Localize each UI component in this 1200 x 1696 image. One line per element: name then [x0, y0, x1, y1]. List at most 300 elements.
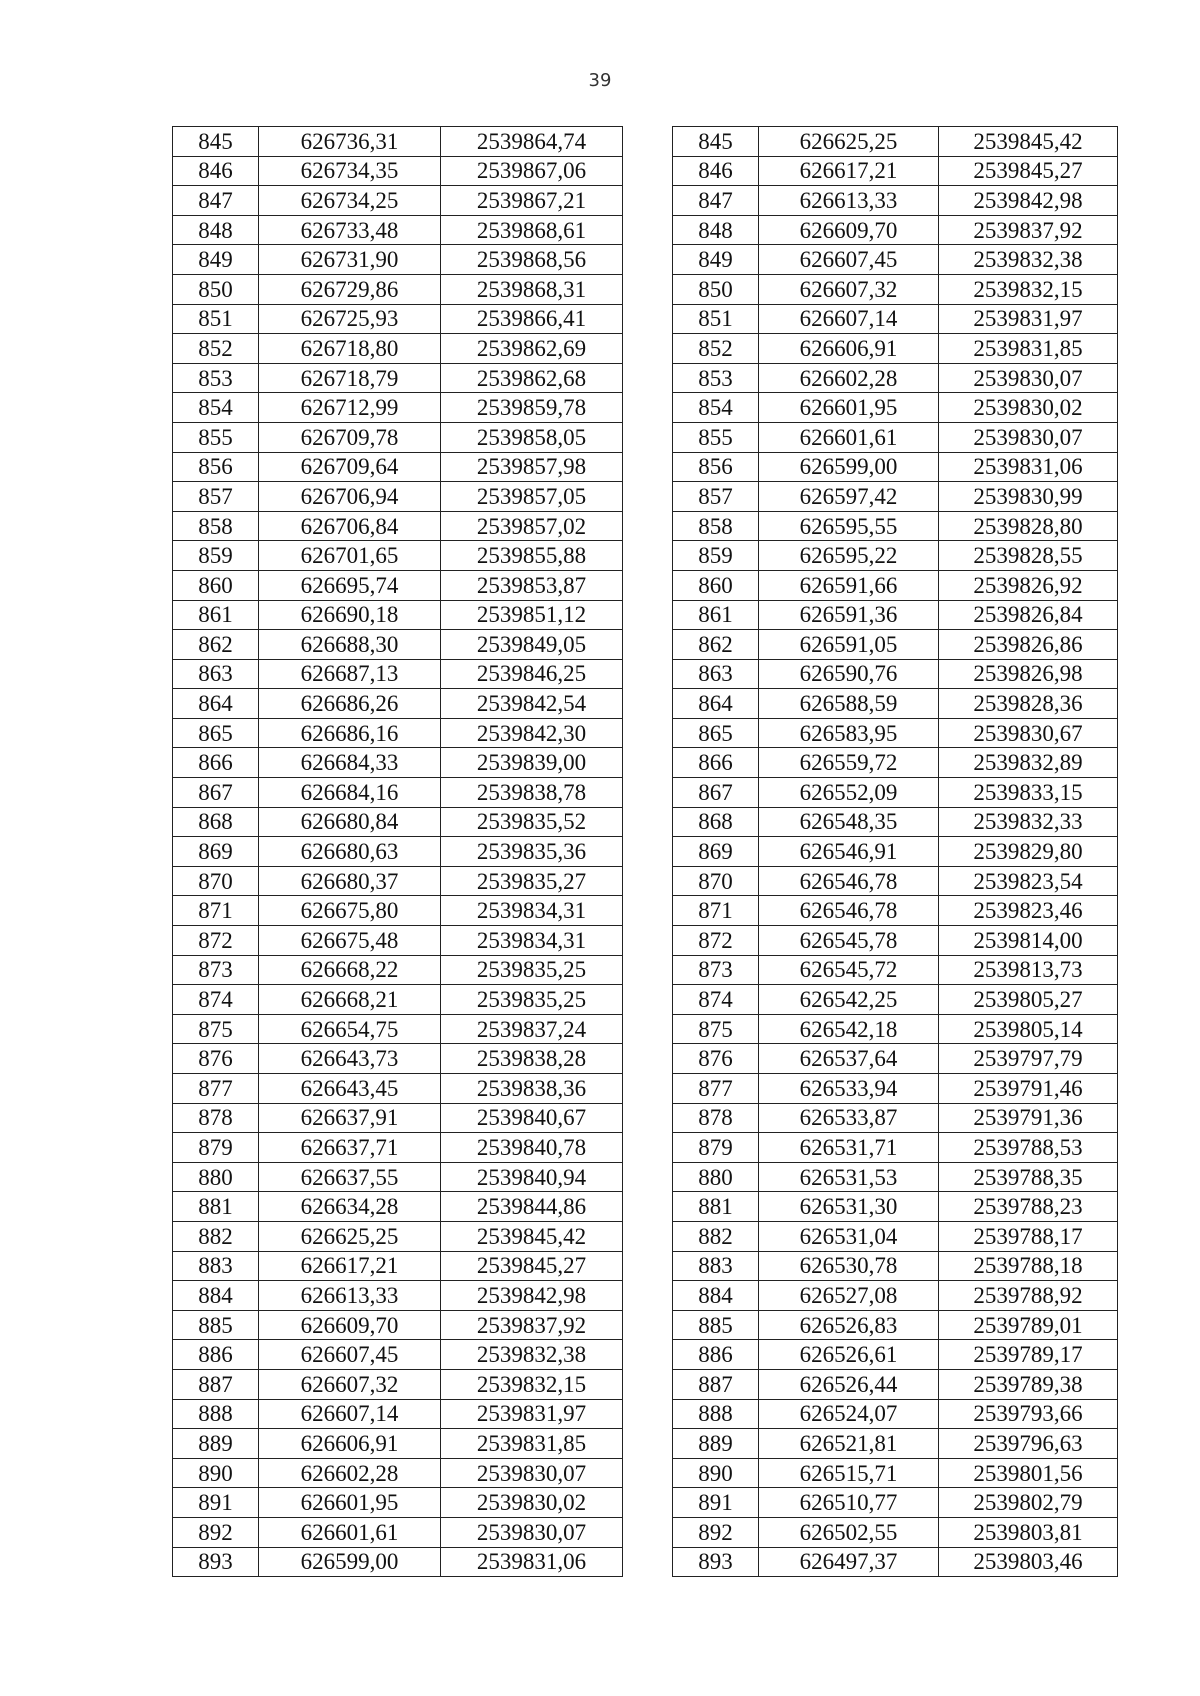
- right-point-number-cell: 846: [673, 156, 759, 186]
- right-y-coordinate-cell: 2539814,00: [939, 926, 1118, 956]
- left-y-coordinate-cell: 2539835,25: [441, 985, 623, 1015]
- table-row: [173, 659, 1118, 689]
- right-point-number-cell: 865: [673, 718, 759, 748]
- right-x-coordinate-cell: 626531,71: [759, 1133, 939, 1163]
- column-gap: [623, 1044, 673, 1074]
- column-gap: [623, 156, 673, 186]
- left-x-coordinate-cell: 626686,16: [259, 718, 441, 748]
- right-point-number-cell: 875: [673, 1014, 759, 1044]
- column-gap: [623, 304, 673, 334]
- left-x-coordinate-cell: 626607,14: [259, 1399, 441, 1429]
- right-point-number-cell: 893: [673, 1547, 759, 1577]
- right-x-coordinate-cell: 626526,61: [759, 1340, 939, 1370]
- right-y-coordinate-cell: 2539833,15: [939, 778, 1118, 808]
- column-gap: [623, 215, 673, 245]
- right-point-number-cell: 870: [673, 866, 759, 896]
- right-y-coordinate-cell: 2539788,35: [939, 1162, 1118, 1192]
- right-point-number-cell: 858: [673, 511, 759, 541]
- right-x-coordinate-cell: 626601,61: [759, 422, 939, 452]
- right-x-coordinate-cell: 626545,78: [759, 926, 939, 956]
- table-row: [173, 807, 1118, 837]
- right-y-coordinate-cell: 2539823,46: [939, 896, 1118, 926]
- column-gap: [623, 363, 673, 393]
- column-gap: [623, 1369, 673, 1399]
- right-point-number-cell: 889: [673, 1429, 759, 1459]
- left-y-coordinate-cell: 2539838,28: [441, 1044, 623, 1074]
- left-point-number-cell: 851: [173, 304, 259, 334]
- left-point-number-cell: 893: [173, 1547, 259, 1577]
- left-point-number-cell: 847: [173, 186, 259, 216]
- table-row: [173, 186, 1118, 216]
- left-y-coordinate-cell: 2539842,98: [441, 1281, 623, 1311]
- left-x-coordinate-cell: 626654,75: [259, 1014, 441, 1044]
- right-point-number-cell: 860: [673, 570, 759, 600]
- left-x-coordinate-cell: 626606,91: [259, 1429, 441, 1459]
- coordinates-table: [172, 126, 1118, 1577]
- left-y-coordinate-cell: 2539868,61: [441, 215, 623, 245]
- right-x-coordinate-cell: 626542,25: [759, 985, 939, 1015]
- right-x-coordinate-cell: 626531,04: [759, 1221, 939, 1251]
- left-point-number-cell: 879: [173, 1133, 259, 1163]
- column-gap: [623, 807, 673, 837]
- right-x-coordinate-cell: 626595,22: [759, 541, 939, 571]
- table-row: [173, 127, 1118, 157]
- right-x-coordinate-cell: 626526,44: [759, 1369, 939, 1399]
- left-x-coordinate-cell: 626736,31: [259, 127, 441, 157]
- right-x-coordinate-cell: 626591,05: [759, 630, 939, 660]
- left-y-coordinate-cell: 2539849,05: [441, 630, 623, 660]
- left-x-coordinate-cell: 626734,35: [259, 156, 441, 186]
- left-y-coordinate-cell: 2539830,07: [441, 1517, 623, 1547]
- left-x-coordinate-cell: 626617,21: [259, 1251, 441, 1281]
- column-gap: [623, 1251, 673, 1281]
- right-point-number-cell: 869: [673, 837, 759, 867]
- left-y-coordinate-cell: 2539838,36: [441, 1074, 623, 1104]
- right-x-coordinate-cell: 626515,71: [759, 1458, 939, 1488]
- left-point-number-cell: 877: [173, 1074, 259, 1104]
- right-point-number-cell: 887: [673, 1369, 759, 1399]
- right-y-coordinate-cell: 2539789,38: [939, 1369, 1118, 1399]
- left-point-number-cell: 857: [173, 482, 259, 512]
- table-row: [173, 778, 1118, 808]
- column-gap: [623, 511, 673, 541]
- column-gap: [623, 955, 673, 985]
- column-gap: [623, 1488, 673, 1518]
- left-x-coordinate-cell: 626687,13: [259, 659, 441, 689]
- table-row: [173, 422, 1118, 452]
- column-gap: [623, 1310, 673, 1340]
- column-gap: [623, 1221, 673, 1251]
- table-row: [173, 1340, 1118, 1370]
- left-x-coordinate-cell: 626613,33: [259, 1281, 441, 1311]
- left-point-number-cell: 887: [173, 1369, 259, 1399]
- left-point-number-cell: 858: [173, 511, 259, 541]
- table-row: [173, 1310, 1118, 1340]
- left-x-coordinate-cell: 626731,90: [259, 245, 441, 275]
- right-point-number-cell: 855: [673, 422, 759, 452]
- column-gap: [623, 1340, 673, 1370]
- column-gap: [623, 926, 673, 956]
- left-x-coordinate-cell: 626718,79: [259, 363, 441, 393]
- column-gap: [623, 422, 673, 452]
- left-point-number-cell: 892: [173, 1517, 259, 1547]
- right-x-coordinate-cell: 626502,55: [759, 1517, 939, 1547]
- left-y-coordinate-cell: 2539835,27: [441, 866, 623, 896]
- column-gap: [623, 482, 673, 512]
- right-x-coordinate-cell: 626537,64: [759, 1044, 939, 1074]
- left-point-number-cell: 878: [173, 1103, 259, 1133]
- left-y-coordinate-cell: 2539845,27: [441, 1251, 623, 1281]
- left-y-coordinate-cell: 2539858,05: [441, 422, 623, 452]
- right-y-coordinate-cell: 2539830,02: [939, 393, 1118, 423]
- right-y-coordinate-cell: 2539801,56: [939, 1458, 1118, 1488]
- right-y-coordinate-cell: 2539832,33: [939, 807, 1118, 837]
- right-point-number-cell: 852: [673, 334, 759, 364]
- right-x-coordinate-cell: 626597,42: [759, 482, 939, 512]
- right-y-coordinate-cell: 2539788,23: [939, 1192, 1118, 1222]
- left-x-coordinate-cell: 626601,61: [259, 1517, 441, 1547]
- table-row: [173, 304, 1118, 334]
- right-y-coordinate-cell: 2539788,92: [939, 1281, 1118, 1311]
- table-row: [173, 1429, 1118, 1459]
- left-y-coordinate-cell: 2539864,74: [441, 127, 623, 157]
- column-gap: [623, 689, 673, 719]
- table-row: [173, 334, 1118, 364]
- right-y-coordinate-cell: 2539823,54: [939, 866, 1118, 896]
- left-y-coordinate-cell: 2539839,00: [441, 748, 623, 778]
- right-x-coordinate-cell: 626530,78: [759, 1251, 939, 1281]
- right-y-coordinate-cell: 2539830,67: [939, 718, 1118, 748]
- left-x-coordinate-cell: 626625,25: [259, 1221, 441, 1251]
- right-y-coordinate-cell: 2539832,38: [939, 245, 1118, 275]
- left-y-coordinate-cell: 2539840,78: [441, 1133, 623, 1163]
- left-y-coordinate-cell: 2539846,25: [441, 659, 623, 689]
- right-x-coordinate-cell: 626607,45: [759, 245, 939, 275]
- right-x-coordinate-cell: 626590,76: [759, 659, 939, 689]
- page-number: 39: [588, 70, 612, 91]
- right-point-number-cell: 881: [673, 1192, 759, 1222]
- table-row: [173, 1074, 1118, 1104]
- left-point-number-cell: 881: [173, 1192, 259, 1222]
- left-x-coordinate-cell: 626607,32: [259, 1369, 441, 1399]
- left-x-coordinate-cell: 626637,71: [259, 1133, 441, 1163]
- left-x-coordinate-cell: 626725,93: [259, 304, 441, 334]
- table-row: [173, 985, 1118, 1015]
- table-row: [173, 482, 1118, 512]
- column-gap: [623, 985, 673, 1015]
- column-gap: [623, 837, 673, 867]
- left-x-coordinate-cell: 626709,64: [259, 452, 441, 482]
- column-gap: [623, 127, 673, 157]
- right-x-coordinate-cell: 626526,83: [759, 1310, 939, 1340]
- left-y-coordinate-cell: 2539842,54: [441, 689, 623, 719]
- left-y-coordinate-cell: 2539867,21: [441, 186, 623, 216]
- column-gap: [623, 186, 673, 216]
- column-gap: [623, 630, 673, 660]
- right-point-number-cell: 868: [673, 807, 759, 837]
- right-x-coordinate-cell: 626546,78: [759, 896, 939, 926]
- table-row: [173, 363, 1118, 393]
- right-y-coordinate-cell: 2539789,01: [939, 1310, 1118, 1340]
- left-x-coordinate-cell: 626680,84: [259, 807, 441, 837]
- left-point-number-cell: 865: [173, 718, 259, 748]
- table-row: [173, 1192, 1118, 1222]
- table-row: [173, 748, 1118, 778]
- left-point-number-cell: 868: [173, 807, 259, 837]
- right-x-coordinate-cell: 626497,37: [759, 1547, 939, 1577]
- table-row: [173, 1103, 1118, 1133]
- left-x-coordinate-cell: 626668,22: [259, 955, 441, 985]
- table-row: [173, 215, 1118, 245]
- right-x-coordinate-cell: 626625,25: [759, 127, 939, 157]
- table-row: [173, 452, 1118, 482]
- right-y-coordinate-cell: 2539826,84: [939, 600, 1118, 630]
- left-y-coordinate-cell: 2539851,12: [441, 600, 623, 630]
- right-point-number-cell: 867: [673, 778, 759, 808]
- right-point-number-cell: 877: [673, 1074, 759, 1104]
- left-point-number-cell: 873: [173, 955, 259, 985]
- left-x-coordinate-cell: 626675,48: [259, 926, 441, 956]
- left-point-number-cell: 886: [173, 1340, 259, 1370]
- left-y-coordinate-cell: 2539857,02: [441, 511, 623, 541]
- right-y-coordinate-cell: 2539813,73: [939, 955, 1118, 985]
- left-y-coordinate-cell: 2539830,02: [441, 1488, 623, 1518]
- right-y-coordinate-cell: 2539789,17: [939, 1340, 1118, 1370]
- table-row: [173, 1014, 1118, 1044]
- left-y-coordinate-cell: 2539831,97: [441, 1399, 623, 1429]
- left-x-coordinate-cell: 626695,74: [259, 570, 441, 600]
- right-point-number-cell: 866: [673, 748, 759, 778]
- right-point-number-cell: 874: [673, 985, 759, 1015]
- right-x-coordinate-cell: 626531,30: [759, 1192, 939, 1222]
- table-row: [173, 541, 1118, 571]
- left-x-coordinate-cell: 626733,48: [259, 215, 441, 245]
- left-y-coordinate-cell: 2539832,15: [441, 1369, 623, 1399]
- left-y-coordinate-cell: 2539853,87: [441, 570, 623, 600]
- table-row: [173, 837, 1118, 867]
- right-x-coordinate-cell: 626599,00: [759, 452, 939, 482]
- column-gap: [623, 1281, 673, 1311]
- table-row: [173, 393, 1118, 423]
- right-x-coordinate-cell: 626531,53: [759, 1162, 939, 1192]
- right-point-number-cell: 879: [673, 1133, 759, 1163]
- right-point-number-cell: 876: [673, 1044, 759, 1074]
- right-point-number-cell: 854: [673, 393, 759, 423]
- left-point-number-cell: 890: [173, 1458, 259, 1488]
- right-y-coordinate-cell: 2539842,98: [939, 186, 1118, 216]
- left-x-coordinate-cell: 626680,63: [259, 837, 441, 867]
- table-row: [173, 1162, 1118, 1192]
- right-y-coordinate-cell: 2539793,66: [939, 1399, 1118, 1429]
- left-y-coordinate-cell: 2539862,69: [441, 334, 623, 364]
- left-y-coordinate-cell: 2539857,05: [441, 482, 623, 512]
- left-y-coordinate-cell: 2539844,86: [441, 1192, 623, 1222]
- left-point-number-cell: 882: [173, 1221, 259, 1251]
- left-point-number-cell: 846: [173, 156, 259, 186]
- left-x-coordinate-cell: 626609,70: [259, 1310, 441, 1340]
- left-point-number-cell: 885: [173, 1310, 259, 1340]
- left-point-number-cell: 848: [173, 215, 259, 245]
- left-x-coordinate-cell: 626684,16: [259, 778, 441, 808]
- left-point-number-cell: 876: [173, 1044, 259, 1074]
- column-gap: [623, 748, 673, 778]
- table-row: [173, 245, 1118, 275]
- right-x-coordinate-cell: 626609,70: [759, 215, 939, 245]
- left-x-coordinate-cell: 626599,00: [259, 1547, 441, 1577]
- right-y-coordinate-cell: 2539826,86: [939, 630, 1118, 660]
- right-point-number-cell: 883: [673, 1251, 759, 1281]
- right-point-number-cell: 848: [673, 215, 759, 245]
- column-gap: [623, 659, 673, 689]
- left-x-coordinate-cell: 626668,21: [259, 985, 441, 1015]
- right-point-number-cell: 853: [673, 363, 759, 393]
- left-x-coordinate-cell: 626729,86: [259, 274, 441, 304]
- left-point-number-cell: 872: [173, 926, 259, 956]
- column-gap: [623, 866, 673, 896]
- right-y-coordinate-cell: 2539805,27: [939, 985, 1118, 1015]
- right-y-coordinate-cell: 2539788,17: [939, 1221, 1118, 1251]
- column-gap: [623, 1192, 673, 1222]
- right-point-number-cell: 882: [673, 1221, 759, 1251]
- table-row: [173, 1369, 1118, 1399]
- table-row: [173, 1488, 1118, 1518]
- right-point-number-cell: 880: [673, 1162, 759, 1192]
- left-x-coordinate-cell: 626686,26: [259, 689, 441, 719]
- table-body: [173, 127, 1118, 1577]
- right-point-number-cell: 847: [673, 186, 759, 216]
- left-y-coordinate-cell: 2539862,68: [441, 363, 623, 393]
- left-x-coordinate-cell: 626634,28: [259, 1192, 441, 1222]
- left-x-coordinate-cell: 626706,94: [259, 482, 441, 512]
- right-x-coordinate-cell: 626533,87: [759, 1103, 939, 1133]
- table-row: [173, 600, 1118, 630]
- right-x-coordinate-cell: 626607,32: [759, 274, 939, 304]
- left-point-number-cell: 875: [173, 1014, 259, 1044]
- column-gap: [623, 896, 673, 926]
- left-y-coordinate-cell: 2539855,88: [441, 541, 623, 571]
- right-point-number-cell: 851: [673, 304, 759, 334]
- right-y-coordinate-cell: 2539830,99: [939, 482, 1118, 512]
- left-point-number-cell: 862: [173, 630, 259, 660]
- left-x-coordinate-cell: 626718,80: [259, 334, 441, 364]
- right-x-coordinate-cell: 626559,72: [759, 748, 939, 778]
- right-point-number-cell: 849: [673, 245, 759, 275]
- right-y-coordinate-cell: 2539828,80: [939, 511, 1118, 541]
- right-point-number-cell: 845: [673, 127, 759, 157]
- right-point-number-cell: 862: [673, 630, 759, 660]
- right-point-number-cell: 885: [673, 1310, 759, 1340]
- left-x-coordinate-cell: 626637,91: [259, 1103, 441, 1133]
- right-y-coordinate-cell: 2539832,15: [939, 274, 1118, 304]
- right-x-coordinate-cell: 626601,95: [759, 393, 939, 423]
- right-y-coordinate-cell: 2539797,79: [939, 1044, 1118, 1074]
- right-y-coordinate-cell: 2539826,98: [939, 659, 1118, 689]
- right-x-coordinate-cell: 626607,14: [759, 304, 939, 334]
- left-y-coordinate-cell: 2539868,56: [441, 245, 623, 275]
- left-y-coordinate-cell: 2539838,78: [441, 778, 623, 808]
- right-x-coordinate-cell: 626617,21: [759, 156, 939, 186]
- right-y-coordinate-cell: 2539830,07: [939, 422, 1118, 452]
- table-row: [173, 1133, 1118, 1163]
- table-row: [173, 955, 1118, 985]
- left-y-coordinate-cell: 2539859,78: [441, 393, 623, 423]
- left-x-coordinate-cell: 626709,78: [259, 422, 441, 452]
- left-y-coordinate-cell: 2539842,30: [441, 718, 623, 748]
- table-row: [173, 926, 1118, 956]
- left-y-coordinate-cell: 2539837,24: [441, 1014, 623, 1044]
- right-x-coordinate-cell: 626545,72: [759, 955, 939, 985]
- left-point-number-cell: 855: [173, 422, 259, 452]
- right-x-coordinate-cell: 626546,78: [759, 866, 939, 896]
- right-y-coordinate-cell: 2539828,55: [939, 541, 1118, 571]
- right-x-coordinate-cell: 626542,18: [759, 1014, 939, 1044]
- left-y-coordinate-cell: 2539845,42: [441, 1221, 623, 1251]
- left-y-coordinate-cell: 2539866,41: [441, 304, 623, 334]
- right-y-coordinate-cell: 2539831,97: [939, 304, 1118, 334]
- left-x-coordinate-cell: 626607,45: [259, 1340, 441, 1370]
- column-gap: [623, 393, 673, 423]
- table-row: [173, 1399, 1118, 1429]
- right-x-coordinate-cell: 626595,55: [759, 511, 939, 541]
- column-gap: [623, 600, 673, 630]
- left-x-coordinate-cell: 626684,33: [259, 748, 441, 778]
- right-y-coordinate-cell: 2539791,46: [939, 1074, 1118, 1104]
- right-x-coordinate-cell: 626533,94: [759, 1074, 939, 1104]
- right-x-coordinate-cell: 626613,33: [759, 186, 939, 216]
- left-point-number-cell: 850: [173, 274, 259, 304]
- column-gap: [623, 1133, 673, 1163]
- table-row: [173, 689, 1118, 719]
- table-row: [173, 896, 1118, 926]
- left-point-number-cell: 883: [173, 1251, 259, 1281]
- right-point-number-cell: 871: [673, 896, 759, 926]
- left-y-coordinate-cell: 2539835,36: [441, 837, 623, 867]
- left-point-number-cell: 869: [173, 837, 259, 867]
- left-point-number-cell: 888: [173, 1399, 259, 1429]
- table-row: [173, 718, 1118, 748]
- right-x-coordinate-cell: 626602,28: [759, 363, 939, 393]
- left-y-coordinate-cell: 2539867,06: [441, 156, 623, 186]
- right-y-coordinate-cell: 2539788,18: [939, 1251, 1118, 1281]
- left-point-number-cell: 880: [173, 1162, 259, 1192]
- left-point-number-cell: 859: [173, 541, 259, 571]
- column-gap: [623, 778, 673, 808]
- right-x-coordinate-cell: 626521,81: [759, 1429, 939, 1459]
- right-y-coordinate-cell: 2539788,53: [939, 1133, 1118, 1163]
- right-x-coordinate-cell: 626548,35: [759, 807, 939, 837]
- table-row: [173, 156, 1118, 186]
- right-point-number-cell: 859: [673, 541, 759, 571]
- right-x-coordinate-cell: 626583,95: [759, 718, 939, 748]
- table-row: [173, 511, 1118, 541]
- right-point-number-cell: 873: [673, 955, 759, 985]
- left-point-number-cell: 845: [173, 127, 259, 157]
- right-y-coordinate-cell: 2539845,42: [939, 127, 1118, 157]
- left-y-coordinate-cell: 2539831,85: [441, 1429, 623, 1459]
- column-gap: [623, 1014, 673, 1044]
- left-x-coordinate-cell: 626602,28: [259, 1458, 441, 1488]
- right-y-coordinate-cell: 2539802,79: [939, 1488, 1118, 1518]
- left-x-coordinate-cell: 626706,84: [259, 511, 441, 541]
- left-x-coordinate-cell: 626712,99: [259, 393, 441, 423]
- left-x-coordinate-cell: 626690,18: [259, 600, 441, 630]
- right-x-coordinate-cell: 626591,36: [759, 600, 939, 630]
- right-y-coordinate-cell: 2539832,89: [939, 748, 1118, 778]
- left-x-coordinate-cell: 626734,25: [259, 186, 441, 216]
- table-row: [173, 274, 1118, 304]
- right-x-coordinate-cell: 626510,77: [759, 1488, 939, 1518]
- left-y-coordinate-cell: 2539840,67: [441, 1103, 623, 1133]
